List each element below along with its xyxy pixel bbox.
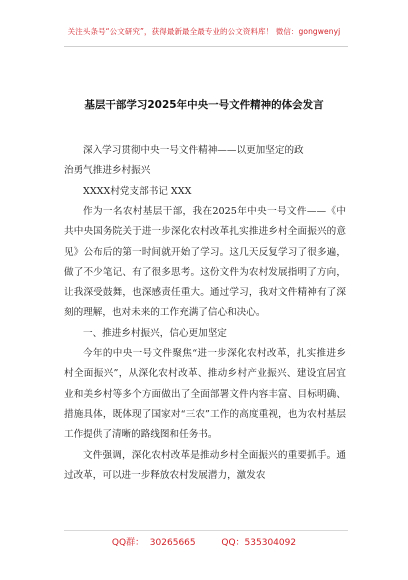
subtitle-line-2: 治勇气推进乡村振兴 — [64, 165, 151, 177]
section-heading-1: 一、推进乡村振兴，信心更加坚定 — [83, 327, 227, 339]
paragraph-section-1b: 文件强调，深化农村改革是推动乡村全面振兴的重要抓手。通过改革，可以进一步释放农村发展潜力，激发农 — [64, 449, 346, 481]
footer-contact: QQ群： 30265665 QQ：535304092 — [111, 538, 297, 548]
paragraph-section-1: 今年的中央一号文件聚焦“进一步深化农村改革，扎实推进乡村全面振兴”，从深化农村改革、推动乡村产业振兴、建设宜居宜业和美乡村等多个方面做出了全面部署文件内容丰富、目标明确、措施具体，既体现了国家对“三农”工作的高度重视，也为农村基层工作提供了清晰的路线图和任务书。 — [64, 348, 346, 441]
author-line: XXXX村党支部书记 XXX — [83, 186, 192, 197]
paragraph-intro: 作为一名农村基层干部，我在2025年中央一号文件——《中共中央国务院关于进一步深化农村改革扎实推进乡村全面振兴的意见》公布后的第一时间就开始了学习。这几天反复学习了很多遍，做了不少笔记、有了很多思考。这份文件为农村发展指明了方向，让我深受鼓舞，也深感责任重大。通过学习，我对文件精神有了深刻的理解，也对未来的工作充满了信心和决心。 — [64, 206, 346, 319]
document-title: 基层干部学习2025年中央一号文件精神的体会发言 — [84, 99, 324, 111]
document-body — [64, 202, 346, 486]
header-banner: 关注头条号“公文研究”，获得最新最全最专业的公文资料库！ 微信：gongwenyj — [67, 27, 341, 36]
footer-divider — [64, 530, 348, 531]
header-divider — [64, 46, 348, 47]
subtitle-block — [64, 141, 346, 182]
subtitle-line-1: 深入学习贯彻中央一号文件精神——以更加坚定的政 — [83, 145, 304, 156]
